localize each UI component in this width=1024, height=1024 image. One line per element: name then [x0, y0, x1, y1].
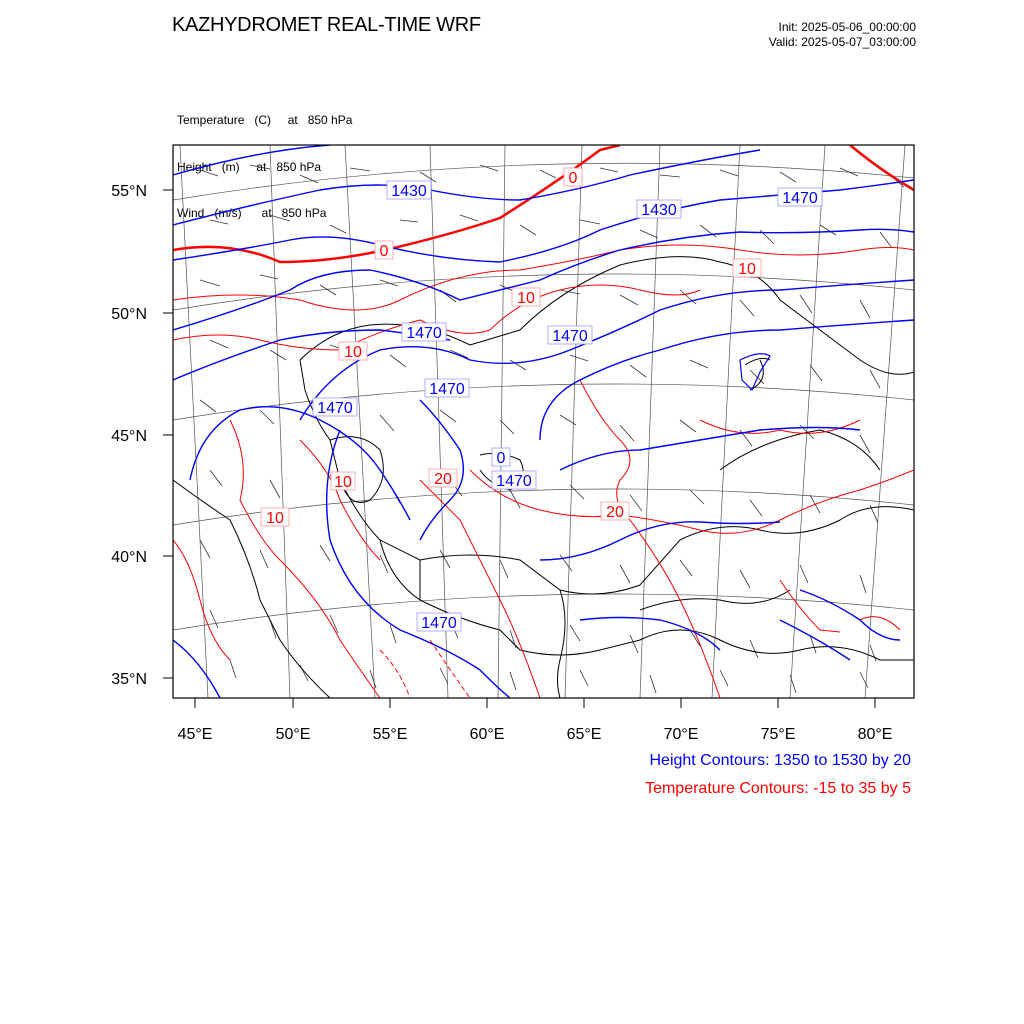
temperature-contours [173, 145, 914, 698]
svg-text:0: 0 [496, 450, 506, 467]
lon-label: 75°E [760, 726, 796, 743]
lon-label: 55°E [372, 726, 408, 743]
lon-label: 60°E [469, 726, 505, 743]
map-content [173, 145, 914, 698]
temperature-label [512, 288, 540, 307]
temperature-label [429, 469, 457, 488]
height-label [425, 379, 469, 398]
temperature-legend: Temperature Contours: -15 to 35 by 5 [645, 780, 911, 797]
height-label [387, 181, 431, 200]
svg-text:0: 0 [379, 243, 389, 260]
svg-text:10: 10 [344, 344, 362, 361]
height-label [417, 613, 461, 632]
chart-title: KAZHYDROMET REAL-TIME WRF [172, 14, 481, 36]
height-label [548, 326, 592, 345]
lon-label: 80°E [857, 726, 893, 743]
lat-label: 40°N [111, 549, 147, 566]
svg-text:10: 10 [266, 510, 284, 527]
height-legend: Height Contours: 1350 to 1530 by 20 [649, 752, 911, 769]
svg-text:1430: 1430 [391, 183, 427, 200]
tick-marks [163, 190, 875, 708]
lat-label: 50°N [111, 306, 147, 323]
temperature-label [601, 502, 629, 521]
svg-text:1470: 1470 [552, 328, 588, 345]
svg-text:1470: 1470 [782, 190, 818, 207]
height-label [492, 471, 536, 490]
init-time: Init: 2025-05-06_00:00:00 [778, 20, 916, 34]
lon-label: 50°E [275, 726, 311, 743]
svg-text:20: 20 [606, 504, 624, 521]
svg-text:0: 0 [568, 170, 578, 187]
svg-text:1430: 1430 [641, 202, 677, 219]
svg-text:1470: 1470 [421, 615, 457, 632]
lat-label: 45°N [111, 428, 147, 445]
lat-label: 35°N [111, 671, 147, 688]
map-frame [173, 145, 914, 698]
lon-label: 65°E [566, 726, 602, 743]
variable-wind: Wind (m/s) at 850 hPa [177, 206, 327, 220]
height-label [402, 323, 446, 342]
svg-text:10: 10 [334, 474, 352, 491]
height-label [313, 398, 357, 417]
svg-text:10: 10 [517, 290, 535, 307]
height-label [492, 448, 510, 467]
temperature-label [375, 241, 393, 260]
svg-text:1470: 1470 [496, 473, 532, 490]
variable-height: Height (m) at 850 hPa [177, 159, 322, 174]
lon-labels [178, 726, 893, 743]
height-label [637, 200, 681, 219]
lon-label: 45°E [177, 726, 213, 743]
temperature-label [564, 168, 582, 187]
valid-time: Valid: 2025-05-07_03:00:00 [768, 35, 916, 49]
svg-text:1470: 1470 [406, 325, 442, 342]
height-label [778, 188, 822, 207]
temperature-label [331, 472, 355, 491]
temperature-label [339, 342, 367, 361]
temperature-label [261, 508, 289, 527]
lat-label: 55°N [111, 183, 147, 200]
lon-label: 70°E [663, 726, 699, 743]
lat-labels [111, 183, 147, 688]
variable-temperature: Temperature (C) at 850 hPa [177, 113, 353, 127]
svg-text:1470: 1470 [317, 400, 353, 417]
graticule [173, 145, 914, 698]
temperature-label [733, 259, 761, 278]
height-contours [173, 145, 914, 698]
svg-text:10: 10 [738, 261, 756, 278]
wind-barbs [200, 165, 904, 693]
svg-text:1470: 1470 [429, 381, 465, 398]
svg-text:20: 20 [434, 471, 452, 488]
